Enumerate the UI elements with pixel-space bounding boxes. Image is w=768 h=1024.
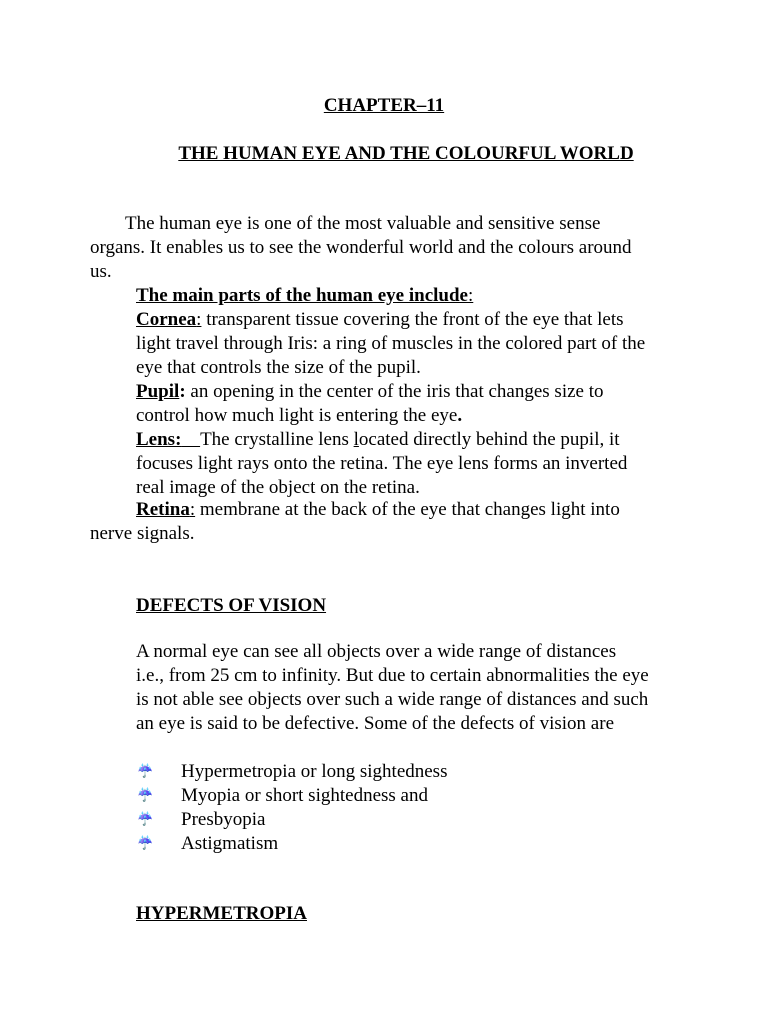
defects-para-line-1: A normal eye can see all objects over a wide range of distances xyxy=(136,641,617,662)
umbrella-rain-icon: ☔ xyxy=(137,811,154,826)
umbrella-rain-icon: ☔ xyxy=(137,763,154,778)
pupil-text-2: control how much light is entering the eye xyxy=(136,405,458,426)
hypermetropia-heading: HYPERMETROPIA xyxy=(136,903,307,924)
cornea-colon: : xyxy=(196,309,202,330)
page-title: THE HUMAN EYE AND THE COLOURFUL WORLD xyxy=(178,143,634,164)
list-item-label: Presbyopia xyxy=(181,809,266,830)
defects-heading: DEFECTS OF VISION xyxy=(136,595,327,616)
parts-heading-colon: : xyxy=(468,285,474,306)
pupil-term: Pupil xyxy=(136,381,180,402)
parts-heading xyxy=(136,284,473,308)
lens-line-2: focuses light rays onto the retina. The eye lens forms an inverted xyxy=(136,453,628,474)
pupil-period: . xyxy=(457,405,463,426)
retina-line-2: nerve signals. xyxy=(90,523,195,544)
cornea-term: Cornea xyxy=(136,309,197,330)
pupil-line-1 xyxy=(136,380,604,404)
intro-line-1: The human eye is one of the most valuable and sensitive sense xyxy=(125,213,601,234)
lens-line-1 xyxy=(136,428,620,452)
umbrella-rain-icon: ☔ xyxy=(137,787,154,802)
intro-line-3: us. xyxy=(90,261,112,282)
defects-para-line-2: i.e., from 25 cm to infinity. But due to certain abnormalities the eye xyxy=(136,665,649,686)
retina-term: Retina xyxy=(136,499,190,520)
cornea-text-1: transparent tissue covering the front of the eye that lets xyxy=(201,309,624,330)
parts-heading-text: The main parts of the human eye include xyxy=(136,285,468,306)
lens-line-3: real image of the object on the retina. xyxy=(136,477,420,498)
retina-line-1 xyxy=(136,498,620,522)
cornea-line-2: light travel through Iris: a ring of muscles in the colored part of the xyxy=(136,333,646,354)
defects-para-line-4: an eye is said to be defective. Some of the defects of vision are xyxy=(136,713,614,734)
lens-spacer xyxy=(181,429,200,450)
chapter-heading: CHAPTER–11 xyxy=(323,95,445,116)
intro-line-2: organs. It enables us to see the wonderful world and the colours around xyxy=(90,237,632,258)
defects-para-line-3: is not able see objects over such a wide range of distances and such xyxy=(136,689,649,710)
pupil-colon: : xyxy=(179,381,186,402)
retina-text-1: membrane at the back of the eye that changes light into xyxy=(195,499,620,520)
pupil-line-2 xyxy=(136,404,462,428)
lens-text-l: l xyxy=(353,429,359,450)
lens-text-a: The crystalline lens xyxy=(200,429,354,450)
retina-colon: : xyxy=(189,499,196,520)
cornea-line-1 xyxy=(136,308,624,332)
list-item-label: Astigmatism xyxy=(181,833,279,854)
umbrella-rain-icon: ☔ xyxy=(137,835,154,850)
lens-text-b: ocated directly behind the pupil, it xyxy=(358,429,620,450)
lens-term: Lens: xyxy=(136,429,182,450)
pupil-text-1: an opening in the center of the iris that changes size to xyxy=(185,381,604,402)
cornea-line-3: eye that controls the size of the pupil. xyxy=(136,357,421,378)
list-item-label: Hypermetropia or long sightedness xyxy=(181,761,448,782)
list-item-label: Myopia or short sightedness and xyxy=(181,785,428,806)
